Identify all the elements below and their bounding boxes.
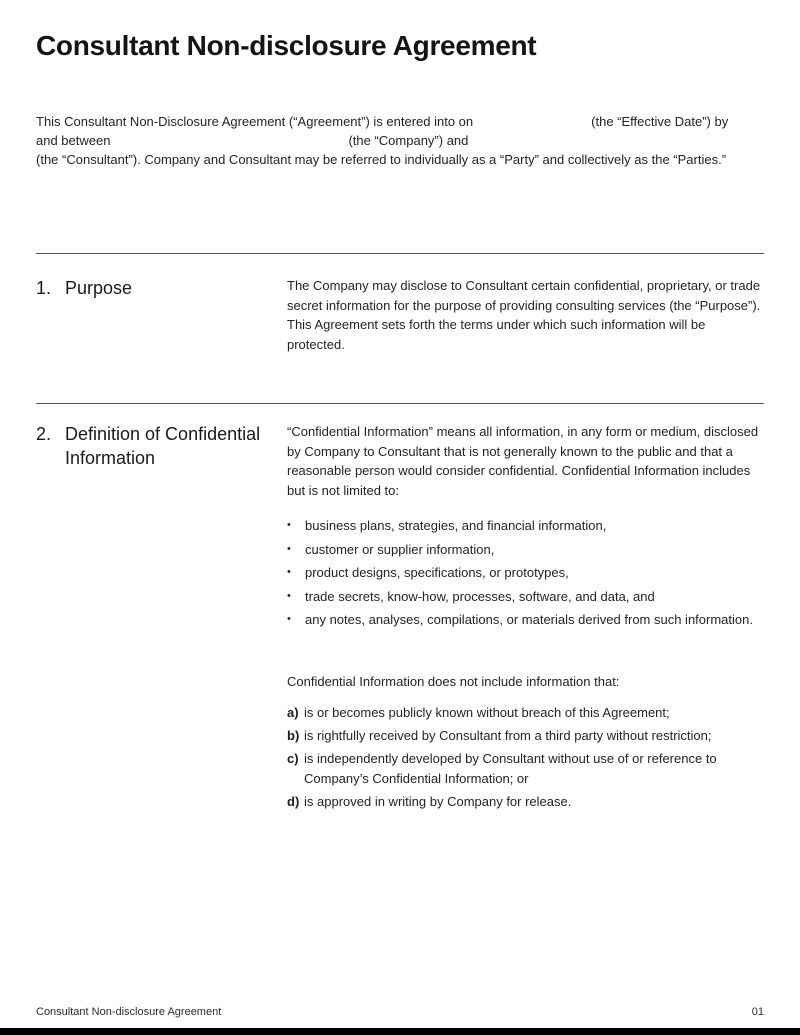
list-item-text: is independently developed by Consultant without use of or reference to Company’s Confidential Information; or: [304, 751, 717, 786]
intro-text-1: This Consultant Non-Disclosure Agreement (“Agreement”) is entered into on: [36, 114, 474, 129]
intro-line-2: [36, 131, 764, 150]
confidential-info-bullet-list: [287, 516, 764, 630]
bullet-icon: •: [287, 542, 291, 555]
bullet-text: product designs, specifications, or prototypes,: [305, 565, 569, 580]
bullet-text: any notes, analyses, compilations, or materials derived from such information.: [305, 612, 753, 627]
intro-text-5: (the “Consultant”). Company and Consultant may be referred to individually as a “Party” and collectively as the “Parties.”: [36, 152, 727, 167]
list-item: [287, 587, 764, 607]
section-2-body: [287, 422, 764, 815]
section-1-heading: [36, 276, 287, 354]
list-item: [287, 703, 764, 723]
intro-paragraph: [36, 112, 764, 169]
section-1-title: Purpose: [65, 278, 133, 298]
section-2-number: 2.: [36, 424, 52, 444]
list-item-label: b): [287, 728, 300, 743]
section-2-paragraph-2: Confidential Information does not include information that:: [287, 673, 620, 689]
list-item: [287, 749, 764, 788]
bullet-text: business plans, strategies, and financial information,: [305, 518, 607, 533]
bullet-text: customer or supplier information,: [305, 541, 495, 557]
list-item-text: is rightfully received by Consultant from a third party without restriction;: [304, 728, 712, 743]
section-definition: [36, 422, 764, 815]
section-2-heading: [36, 422, 287, 815]
bullet-icon: •: [287, 566, 291, 578]
bullet-icon: •: [287, 589, 291, 602]
footer-document-title: Consultant Non-disclosure Agreement: [36, 1006, 222, 1018]
section-2-title: Definition of Confidential Information: [65, 424, 261, 468]
section-divider: [36, 403, 764, 404]
intro-line-3: [36, 150, 764, 169]
page-title: Consultant Non-disclosure Agreement: [36, 30, 537, 61]
list-item-label: c): [287, 751, 299, 766]
list-item: [287, 563, 764, 583]
section-2-paragraph-1: “Confidential Information” means all information, in any form or medium, disclosed by Company to Consultant that is not generally known to the public and that a reasonable person would consider confidential. Confidential Information includes but is not limited to:: [287, 424, 759, 498]
footer-page-number: 01: [751, 1006, 764, 1018]
exclusions-lettered-list: [287, 703, 764, 811]
list-item: [287, 610, 764, 630]
intro-text-3: and between: [36, 133, 111, 148]
company-name-blank: [110, 143, 348, 145]
section-1-body: [287, 276, 764, 354]
section-1-paragraph: The Company may disclose to Consultant certain confidential, proprietary, or trade secret information for the purpose of providing consulting services (the “Purpose”). This Agreement sets forth the terms under which such information will be protected.: [287, 278, 761, 352]
list-item: [287, 726, 764, 746]
section-1-number: 1.: [36, 278, 52, 298]
intro-line-1: [36, 112, 764, 131]
intro-text-4: (the “Company”) and: [348, 133, 469, 148]
list-item-label: a): [287, 705, 299, 720]
list-item: [287, 540, 764, 560]
section-divider: [36, 253, 764, 254]
intro-text-2: (the “Effective Date”) by: [591, 114, 729, 129]
list-item: [287, 516, 764, 536]
list-item-label: d): [287, 793, 300, 809]
list-item-text: is approved in writing by Company for release.: [304, 793, 572, 809]
effective-date-blank: [473, 124, 591, 126]
list-item: [287, 792, 764, 812]
bullet-icon: •: [287, 613, 291, 625]
bullet-icon: •: [287, 519, 291, 531]
bullet-text: trade secrets, know-how, processes, software, and data, and: [305, 588, 655, 604]
bottom-accent-bar: [0, 1028, 800, 1035]
section-purpose: [36, 276, 764, 354]
consultant-name-blank: [468, 143, 726, 145]
page-footer: [36, 1006, 764, 1018]
list-item-text: is or becomes publicly known without breach of this Agreement;: [304, 705, 670, 720]
